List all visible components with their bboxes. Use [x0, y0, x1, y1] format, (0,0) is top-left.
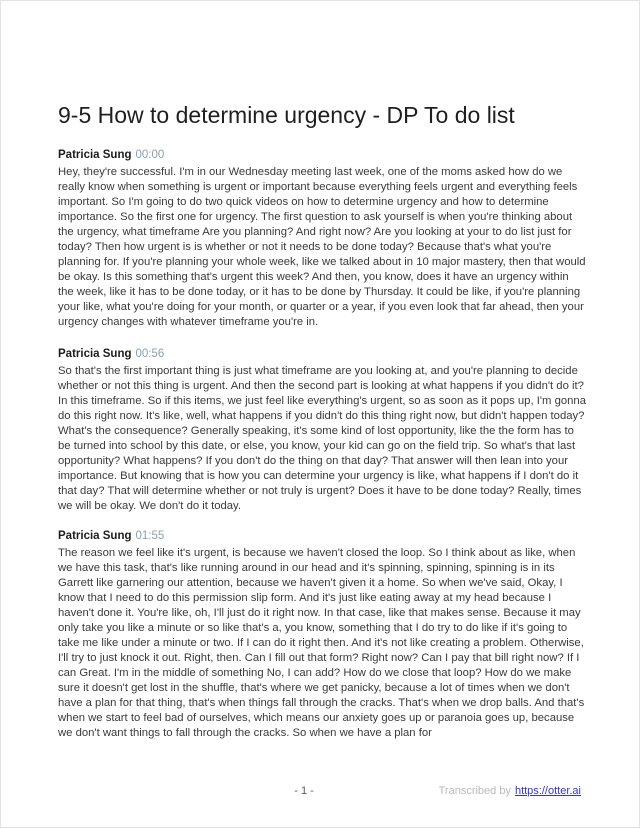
timestamp: 00:00 — [135, 149, 165, 161]
transcript-section — [58, 347, 587, 514]
section-header — [58, 347, 587, 362]
transcript-section — [58, 148, 587, 330]
transcript-paragraph: So that's the first important thing is just what timeframe are you looking at, and you're planning to decide whether or not this thing is urgent. And then the second part is looking at what happens if you didn't do it? In this timeframe. So if this items, we just feel like everything's urgent, so as soon as it pops up, I'm gonna do this right now. It's like, well, what happens if you didn't do this thing right now, but didn't happen today? What's the consequence? Generally speaking, it's some kind of lost opportunity, like the the form has to be turned into school by this date, or else, you know, your kid can go on the field trip. So what's that last opportunity? What happens? If you don't do the thing on that day? That answer will then lean into your importance. But knowing that is how you can determine your urgency is like, what happens if I don't do it that day? That will determine whether or not truly is urgent? Does it have to be done today? Really, times we will be okay. We don't do it today. — [58, 365, 586, 512]
section-header — [58, 529, 587, 544]
transcript-paragraph: The reason we feel like it's urgent, is because we haven't closed the loop. So I think about as like, when we have this task, that's like running around in our head and it's spinning, spinning, spinning is in its Garrett like garnering our attention, because we haven't given it a home. So when we've said, Okay, I know that I need to do this permission slip form. And it's just like eating away at my head because I haven't done it. You're like, oh, I'll just do it right now. In that case, like that makes sense. Because it may only take you like a minute or so like that's a, you know, something that I do try to do like if it's going to take me like under a minute or two. If I can do it right then. And it's not like creating a problem. Otherwise, I'll try to just knock it out. Right, then. Can I fill out that form? Right now? Can I pay that bill right now? If I can Great. I'm in the middle of something No, I can add? How do we close that loop? How do we make sure it doesn't get lost in the shuffle, that's where we get panicky, because a lot of times when we don't have a plan for that thing, that's when things fall through the cracks. That's when we drop balls. And that's when we start to feel bad of ourselves, which means our anxiety goes up or paranoia goes up, because we don't want things to fall through the cracks. So when we have a plan for — [58, 547, 585, 739]
page-number: - 1 - — [294, 785, 314, 797]
transcribed-by-label: Transcribed by — [438, 785, 511, 797]
transcript-section — [58, 529, 587, 741]
speaker-name: Patricia Sung — [58, 348, 132, 360]
footer-credit — [439, 785, 581, 797]
transcript-paragraph: Hey, they're successful. I'm in our Wednesday meeting last week, one of the moms asked how do we really know when something is urgent or important because everything feels urgent and everything feels important. So I'm going to do two quick videos on how to determine urgency and how to determine importance. So the first one for urgency. The first question to ask yourself is when you're thinking about the urgency, what timeframe Are you planning? And right now? Are you looking at your to do list just for today? Then how urgent is is whether or not it needs to be done today? Because that's what you're planning for. If you're planning your whole week, like we talked about in 10 major mastery, then that would be okay. Is this something that's urgent this week? And then, you know, does it have an urgency within the week, like it has to be done today, or it has to be done by Thursday. It could be like, if you're planning your like, what you're doing for your month, or quarter or a year, if you even look that far ahead, then your urgency changes with whatever timeframe you're in. — [58, 166, 586, 328]
page-title: 9-5 How to determine urgency - DP To do list — [58, 102, 515, 129]
timestamp: 00:56 — [135, 348, 165, 360]
timestamp: 01:55 — [135, 530, 165, 542]
speaker-name: Patricia Sung — [58, 149, 132, 161]
otter-ai-link[interactable]: https://otter.ai — [514, 785, 581, 797]
speaker-name: Patricia Sung — [58, 530, 132, 542]
section-header — [58, 148, 587, 163]
